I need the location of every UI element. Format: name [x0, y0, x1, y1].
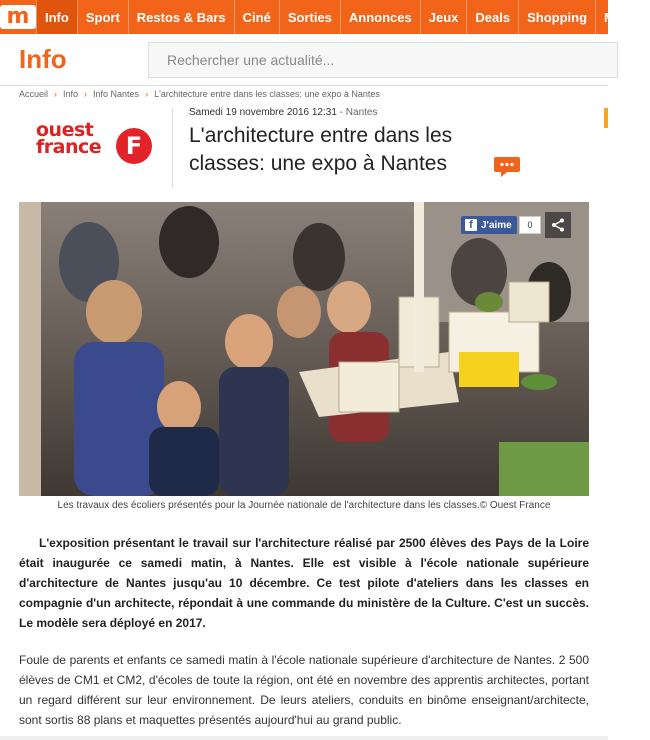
article-photo[interactable]	[19, 202, 589, 496]
site-logo-mark: m	[0, 5, 36, 29]
site-logo[interactable]	[0, 0, 36, 34]
breadcrumb-current: L'architecture entre dans les classes: une expo à Nantes	[154, 89, 380, 99]
nav-item-annonces[interactable]: Annonces	[340, 0, 420, 34]
breadcrumb-info-nantes[interactable]: Info Nantes	[93, 89, 140, 99]
facebook-like-button[interactable]	[461, 216, 517, 234]
nav-item-sorties[interactable]: Sorties	[279, 0, 340, 34]
chevron-right-icon: ›	[145, 89, 149, 99]
divider	[0, 736, 608, 740]
breadcrumb-info[interactable]: Info	[63, 89, 79, 99]
article-date: Samedi 19 novembre 2016 12:31	[189, 107, 337, 118]
share-icon	[551, 218, 565, 232]
nav-item-shopping[interactable]: Shopping	[518, 0, 595, 34]
like-label: J'aime	[481, 219, 512, 231]
photo-caption: Les travaux des écoliers présentés pour la Journée nationale de l'architecture dans les classes.© Ouest France	[57, 500, 551, 511]
top-navigation	[0, 0, 642, 34]
side-accent	[604, 108, 608, 128]
nav-item-jeux[interactable]: Jeux	[420, 0, 467, 34]
ouest-france-mark-icon: F	[116, 128, 152, 164]
breadcrumb-home[interactable]: Accueil	[19, 89, 49, 99]
chevron-right-icon: ›	[84, 89, 88, 99]
article-dateline	[189, 107, 377, 118]
section-header	[0, 34, 608, 86]
section-title[interactable]: Info	[19, 44, 67, 74]
nav-item-restos-bars[interactable]: Restos & Bars	[128, 0, 234, 34]
nav-item-deals[interactable]: Deals	[466, 0, 518, 34]
article-city: - Nantes	[339, 107, 378, 118]
nav-item-cine[interactable]: Ciné	[234, 0, 279, 34]
article-body: Foule de parents et enfants ce samedi matin à l'école nationale supérieure d'architecture de Nantes. 2 500 élèves de CM1 et CM2, d'écoles de toute la région, ont été en novembre des apprentis architectes, portant un regard différent sur leur environnement. De leurs ateliers, conduits en binôme enseignant/architecte, sont sortis 88 plans et maquettes présentés aujourd'hui au grand public.	[19, 653, 589, 727]
divider	[172, 108, 173, 188]
nav-item-meteo[interactable]: Météo	[595, 0, 650, 34]
facebook-icon: f	[465, 219, 477, 231]
article-title: L'architecture entre dans les classes: une expo à Nantes	[189, 124, 453, 175]
search-input[interactable]: Rechercher une actualité...	[148, 42, 618, 78]
share-button[interactable]	[545, 212, 571, 238]
ouest-france-wordmark: ouest france	[36, 119, 102, 158]
chevron-right-icon: ›	[54, 89, 58, 99]
comment-icon[interactable]	[493, 156, 521, 178]
nav-item-sport[interactable]: Sport	[77, 0, 128, 34]
like-count: 0	[519, 216, 541, 234]
article-lead: L'exposition présentant le travail sur l'architecture réalisé par 2500 élèves des Pays de la Loire était inaugurée ce samedi matin, à Nantes. Elle est visible à l'école nationale supérieure d'architecture de Nantes jusqu'au 10 décembre. Ce test pilote d'ateliers dans les classes en compagnie d'un architecte, répondait à une commande du ministère de la Culture. C'est un succès. Le modèle sera déployé en 2017.	[19, 536, 589, 630]
breadcrumb	[19, 89, 380, 99]
ouest-france-logo[interactable]	[36, 119, 154, 170]
nav-item-info[interactable]: Info	[36, 0, 77, 34]
